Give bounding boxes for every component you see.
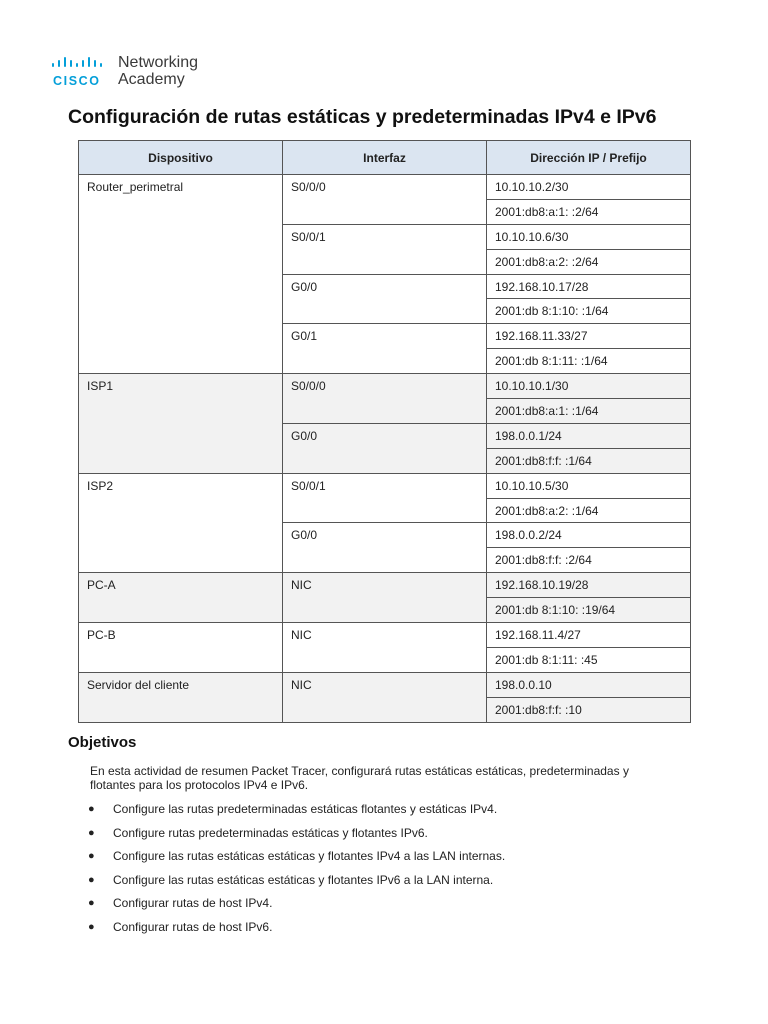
address-cell: 2001:db 8:1:10: :19/64 bbox=[487, 598, 691, 623]
address-cell: 192.168.10.19/28 bbox=[487, 573, 691, 598]
address-cell: 2001:db8:f:f: :10 bbox=[487, 697, 691, 722]
objective-item bbox=[88, 849, 505, 873]
device-cell: Servidor del cliente bbox=[79, 672, 283, 722]
interface-cell: G0/0 bbox=[283, 274, 487, 324]
interface-cell: G0/0 bbox=[283, 523, 487, 573]
objective-text: Configure las rutas estáticas estáticas y flotantes IPv6 a la LAN interna. bbox=[113, 872, 494, 887]
address-cell: 192.168.10.17/28 bbox=[487, 274, 691, 299]
device-cell: Router_perimetral bbox=[79, 175, 283, 374]
bullet-icon: ● bbox=[88, 826, 95, 839]
objective-text: Configure las rutas estáticas estáticas y flotantes IPv4 a las LAN internas. bbox=[113, 849, 506, 863]
address-cell: 198.0.0.2/24 bbox=[487, 523, 691, 548]
device-cell: PC-A bbox=[79, 573, 283, 623]
document-title: Configuración de rutas estáticas y predeterminadas IPv4 e IPv6 bbox=[68, 106, 657, 128]
table-row bbox=[79, 623, 691, 648]
objective-item bbox=[88, 873, 505, 897]
address-cell: 10.10.10.2/30 bbox=[487, 175, 691, 200]
device-cell: PC-B bbox=[79, 623, 283, 673]
address-cell: 10.10.10.1/30 bbox=[487, 374, 691, 399]
objective-item bbox=[88, 920, 505, 944]
device-cell: ISP1 bbox=[79, 374, 283, 474]
objective-text: Configurar rutas de host IPv6. bbox=[113, 919, 273, 934]
bullet-icon: ● bbox=[88, 920, 95, 933]
address-cell: 2001:db8:a:1: :2/64 bbox=[487, 199, 691, 224]
device-cell: ISP2 bbox=[79, 473, 283, 573]
objectives-heading: Objetivos bbox=[68, 734, 137, 751]
header-dispositivo: Dispositivo bbox=[79, 141, 283, 175]
interface-cell: NIC bbox=[283, 672, 487, 722]
interface-cell: G0/1 bbox=[283, 324, 487, 374]
objective-item bbox=[88, 896, 505, 920]
bullet-icon: ● bbox=[88, 873, 95, 886]
bullet-icon: ● bbox=[88, 897, 95, 909]
address-cell: 198.0.0.10 bbox=[487, 672, 691, 697]
objectives-intro: En esta actividad de resumen Packet Tracer, configurará rutas estáticas estáticas, predeterminadas y flotantes para los protocolos IPv4 e IPv6. bbox=[90, 764, 629, 792]
objective-text: Configurar rutas de host IPv4. bbox=[113, 896, 273, 910]
table-header-row bbox=[79, 141, 691, 175]
cisco-wordmark: CISCO bbox=[53, 74, 101, 88]
networking-academy-logo bbox=[52, 54, 212, 92]
table-row bbox=[79, 374, 691, 399]
objectives-list bbox=[88, 802, 505, 943]
address-cell: 2001:db8:a:2: :2/64 bbox=[487, 249, 691, 274]
interface-cell: NIC bbox=[283, 623, 487, 673]
table-row bbox=[79, 175, 691, 200]
header-direccion-ip: Dirección IP / Prefijo bbox=[487, 141, 691, 175]
address-cell: 198.0.0.1/24 bbox=[487, 423, 691, 448]
logo-line-academy: Academy bbox=[118, 71, 185, 88]
logo-line-networking: Networking bbox=[118, 54, 199, 71]
bullet-icon: ● bbox=[88, 850, 95, 862]
table-row bbox=[79, 473, 691, 498]
address-cell: 10.10.10.6/30 bbox=[487, 224, 691, 249]
addressing-table-body bbox=[79, 175, 691, 723]
address-cell: 2001:db8:f:f: :1/64 bbox=[487, 448, 691, 473]
address-cell: 192.168.11.33/27 bbox=[487, 324, 691, 349]
interface-cell: G0/0 bbox=[283, 423, 487, 473]
cisco-bars-icon bbox=[52, 56, 112, 70]
header-interfaz: Interfaz bbox=[283, 141, 487, 175]
objective-text: Configure rutas predeterminadas estáticas y flotantes IPv6. bbox=[113, 825, 428, 840]
interface-cell: S0/0/0 bbox=[283, 374, 487, 424]
table-row bbox=[79, 573, 691, 598]
interface-cell: NIC bbox=[283, 573, 487, 623]
logo-text bbox=[118, 54, 198, 88]
address-cell: 2001:db 8:1:11: :45 bbox=[487, 647, 691, 672]
objective-text: Configure las rutas predeterminadas estáticas flotantes y estáticas IPv4. bbox=[113, 802, 498, 816]
objective-item bbox=[88, 802, 505, 826]
addressing-table bbox=[78, 140, 691, 723]
interface-cell: S0/0/1 bbox=[283, 473, 487, 523]
interface-cell: S0/0/0 bbox=[283, 175, 487, 225]
address-cell: 2001:db8:a:1: :1/64 bbox=[487, 399, 691, 424]
address-cell: 2001:db 8:1:11: :1/64 bbox=[487, 349, 691, 374]
objective-item bbox=[88, 826, 505, 850]
address-cell: 2001:db 8:1:10: :1/64 bbox=[487, 299, 691, 324]
address-cell: 192.168.11.4/27 bbox=[487, 623, 691, 648]
bullet-icon: ● bbox=[88, 803, 95, 815]
address-cell: 10.10.10.5/30 bbox=[487, 473, 691, 498]
address-cell: 2001:db8:a:2: :1/64 bbox=[487, 498, 691, 523]
table-row bbox=[79, 672, 691, 697]
interface-cell: S0/0/1 bbox=[283, 224, 487, 274]
address-cell: 2001:db8:f:f: :2/64 bbox=[487, 548, 691, 573]
